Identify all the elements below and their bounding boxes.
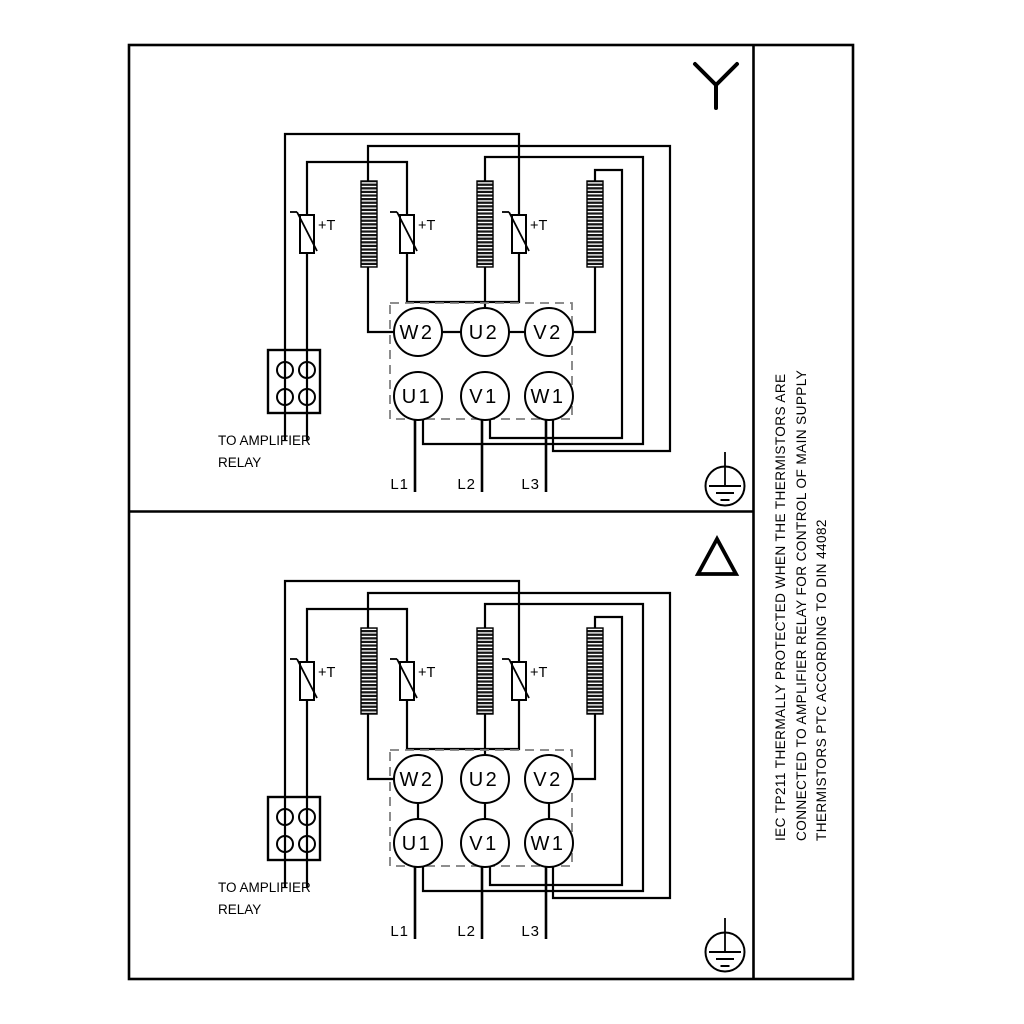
terminal-label: W1 — [530, 386, 566, 408]
terminal-label: V2 — [533, 769, 563, 791]
thermistor-label: +T — [418, 665, 436, 681]
relay-note-line: TO AMPLIFIER — [218, 433, 311, 448]
motor-winding-coil — [361, 628, 377, 714]
terminal-label: V1 — [469, 386, 499, 408]
relay-note-line: RELAY — [218, 902, 262, 917]
terminal-label: U2 — [468, 769, 500, 791]
delta-icon — [698, 539, 736, 574]
panel-delta-connection — [268, 539, 745, 972]
terminal-label: V1 — [469, 833, 499, 855]
relay-note-line: TO AMPLIFIER — [218, 880, 311, 895]
thermistor-symbol — [502, 212, 529, 253]
motor-winding-coil — [587, 628, 603, 714]
terminal-label: W1 — [530, 833, 566, 855]
star-icon — [695, 64, 737, 108]
terminal-label: W2 — [399, 322, 435, 344]
mains-label: L2 — [457, 923, 476, 940]
thermistor-label: +T — [418, 218, 436, 234]
motor-winding-coil — [587, 181, 603, 267]
thermistor-symbol — [290, 212, 317, 253]
side-note-line: CONNECTED TO AMPLIFIER RELAY FOR CONTROL OF MAIN SUPPLY — [793, 369, 809, 841]
thermistor-label: +T — [530, 665, 548, 681]
motor-winding-coil — [477, 628, 493, 714]
mains-label: L1 — [390, 923, 409, 940]
mains-label: L1 — [390, 476, 409, 493]
earth-ground-icon — [706, 452, 745, 506]
panel-star-connection — [268, 64, 745, 506]
thermistor-label: +T — [530, 218, 548, 234]
terminal-label: U1 — [401, 833, 433, 855]
motor-winding-coil — [477, 181, 493, 267]
mains-label: L3 — [521, 923, 540, 940]
mains-label: L2 — [457, 476, 476, 493]
thermistor-label: +T — [318, 218, 336, 234]
terminal-label: U2 — [468, 322, 500, 344]
thermistor-symbol — [290, 659, 317, 700]
terminal-label: W2 — [399, 769, 435, 791]
side-note — [771, 370, 833, 841]
terminal-label: V2 — [533, 322, 563, 344]
side-note-line: THERMISTORS PTC ACCORDING TO DIN 44082 — [814, 519, 829, 841]
side-note-line: IEC TP211 THERMALLY PROTECTED WHEN THE THERMISTORS ARE — [773, 373, 788, 841]
thermistor-symbol — [502, 659, 529, 700]
terminal-label: U1 — [401, 386, 433, 408]
thermistor-label: +T — [318, 665, 336, 681]
thermistor-symbol — [390, 659, 417, 700]
relay-note-line: RELAY — [218, 455, 262, 470]
mains-label: L3 — [521, 476, 540, 493]
earth-ground-icon — [706, 918, 745, 972]
thermistor-symbol — [390, 212, 417, 253]
motor-winding-coil — [361, 181, 377, 267]
